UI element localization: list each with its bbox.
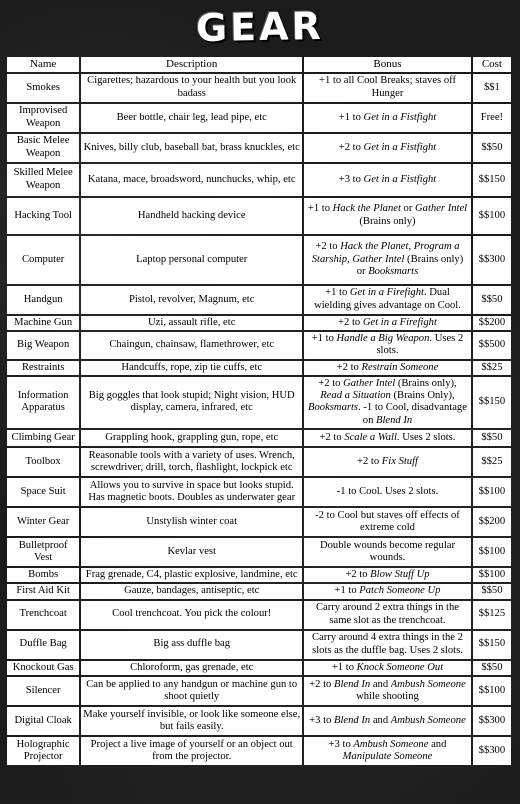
cost-cell: $$100 [473, 198, 511, 234]
cost-cell: $$300 [473, 737, 511, 765]
table-row [7, 361, 511, 375]
description-cell: Cool trenchcoat. You pick the colour! [81, 601, 302, 629]
name-cell: Improvised Weapon [7, 104, 79, 132]
table-row [7, 286, 511, 314]
cost-cell: $$100 [473, 538, 511, 566]
table-row [7, 377, 511, 428]
table-row [7, 508, 511, 536]
description-cell: Grappling hook, grappling gun, rope, etc [81, 430, 302, 446]
name-cell: Trenchcoat [7, 601, 79, 629]
bonus-cell: +1 to Get in a Firefight. Dual wielding gives advantage on Cool. [304, 286, 471, 314]
description-cell: Knives, billy club, baseball bat, brass knuckles, etc [81, 134, 302, 162]
cost-cell: $$50 [473, 430, 511, 446]
bonus-cell: +1 to Patch Someone Up [304, 584, 471, 598]
table-row [7, 316, 511, 330]
bonus-cell: +2 to Fix Stuff [304, 448, 471, 476]
header-row [7, 57, 511, 72]
cost-cell: $$125 [473, 601, 511, 629]
bonus-cell: +1 to Hack the Planet or Gather Intel (Brains only) [304, 198, 471, 234]
table-row [7, 448, 511, 476]
cost-cell: $$300 [473, 707, 511, 735]
description-cell: Gauze, bandages, antiseptic, etc [81, 584, 302, 598]
cost-cell: $$25 [473, 448, 511, 476]
table-row [7, 737, 511, 765]
bonus-cell: Double wounds become regular wounds. [304, 538, 471, 566]
cost-cell: $$200 [473, 508, 511, 536]
cost-cell: $$150 [473, 631, 511, 659]
table-row [7, 707, 511, 735]
cost-cell: $$50 [473, 286, 511, 314]
table-row [7, 198, 511, 234]
description-cell: Laptop personal computer [81, 236, 302, 284]
description-cell: Kevlar vest [81, 538, 302, 566]
bonus-cell: +3 to Blend In and Ambush Someone [304, 707, 471, 735]
bonus-cell: +3 to Ambush Someone and Manipulate Someone [304, 737, 471, 765]
gear-table-body [7, 74, 511, 765]
table-row [7, 478, 511, 506]
description-cell: Cigarettes; hazardous to your health but you look badass [81, 74, 302, 102]
name-cell: Restraints [7, 361, 79, 375]
bonus-cell: +2 to Gather Intel (Brains only), Read a Situation (Brains Only), Booksmarts. -1 to Cool, disadvantage on Blend In [304, 377, 471, 428]
cost-cell: $$100 [473, 677, 511, 705]
name-cell: Information Apparatus [7, 377, 79, 428]
description-cell: Handcuffs, rope, zip tie cuffs, etc [81, 361, 302, 375]
bonus-cell: +1 to Handle a Big Weapon. Uses 2 slots. [304, 332, 471, 359]
bonus-cell: +2 to Restrain Someone [304, 361, 471, 375]
table-row [7, 677, 511, 705]
table-row [7, 236, 511, 284]
description-cell: Pistol, revolver, Magnum, etc [81, 286, 302, 314]
description-cell: Big goggles that look stupid; Night vision, HUD display, camera, infrared, etc [81, 377, 302, 428]
description-cell: Beer bottle, chair leg, lead pipe, etc [81, 104, 302, 132]
name-cell: Machine Gun [7, 316, 79, 330]
cost-cell: $$500 [473, 332, 511, 359]
bonus-cell: +2 to Get in a Fistfight [304, 134, 471, 162]
name-cell: Bulletproof Vest [7, 538, 79, 566]
cost-cell: $$50 [473, 134, 511, 162]
name-cell: Winter Gear [7, 508, 79, 536]
bonus-cell: +2 to Blend In and Ambush Someone while shooting [304, 677, 471, 705]
description-cell: Big ass duffle bag [81, 631, 302, 659]
table-row [7, 104, 511, 132]
name-cell: Space Suit [7, 478, 79, 506]
description-cell: Unstylish winter coat [81, 508, 302, 536]
name-cell: Handgun [7, 286, 79, 314]
table-row [7, 661, 511, 675]
bonus-cell: Carry around 2 extra things in the same slot as the trenchcoat. [304, 601, 471, 629]
table-row [7, 74, 511, 102]
cost-cell: $$150 [473, 164, 511, 196]
cost-cell: $$100 [473, 568, 511, 582]
cost-cell: Free! [473, 104, 511, 132]
name-cell: Basic Melee Weapon [7, 134, 79, 162]
bonus-cell: +1 to Get in a Fistfight [304, 104, 471, 132]
name-cell: Big Weapon [7, 332, 79, 359]
table-row [7, 430, 511, 446]
name-cell: Bombs [7, 568, 79, 582]
bonus-cell: Carry around 4 extra things in the 2 slots as the duffle bag. Uses 2 slots. [304, 631, 471, 659]
description-cell: Project a live image of yourself or an object out from the projector. [81, 737, 302, 765]
name-cell: Toolbox [7, 448, 79, 476]
name-cell: Smokes [7, 74, 79, 102]
page-title [0, 2, 520, 52]
name-cell: First Aid Kit [7, 584, 79, 598]
table-row [7, 601, 511, 629]
description-cell: Handheld hacking device [81, 198, 302, 234]
bonus-cell: +3 to Get in a Fistfight [304, 164, 471, 196]
cost-cell: $$25 [473, 361, 511, 375]
bonus-cell: +2 to Scale a Wall. Uses 2 slots. [304, 430, 471, 446]
description-cell: Chaingun, chainsaw, flamethrower, etc [81, 332, 302, 359]
description-cell: Can be applied to any handgun or machine gun to shoot quietly [81, 677, 302, 705]
cost-cell: $$100 [473, 478, 511, 506]
cost-cell: $$300 [473, 236, 511, 284]
table-row [7, 538, 511, 566]
name-cell: Duffle Bag [7, 631, 79, 659]
name-cell: Digital Cloak [7, 707, 79, 735]
header-name: Name [7, 57, 79, 72]
table-row [7, 134, 511, 162]
name-cell: Hacking Tool [7, 198, 79, 234]
bonus-cell: +1 to Knock Someone Out [304, 661, 471, 675]
header-bonus: Bonus [304, 57, 471, 72]
bonus-cell: +2 to Hack the Planet, Program a Starship, Gather Intel (Brains only) or Booksmarts [304, 236, 471, 284]
table-row [7, 164, 511, 196]
title-text: GEAR [195, 3, 325, 51]
name-cell: Holographic Projector [7, 737, 79, 765]
cost-cell: $$50 [473, 661, 511, 675]
table-row [7, 568, 511, 582]
bonus-cell: -2 to Cool but staves off effects of extreme cold [304, 508, 471, 536]
bonus-cell: +2 to Blow Stuff Up [304, 568, 471, 582]
bonus-cell: +1 to all Cool Breaks; staves off Hunger [304, 74, 471, 102]
description-cell: Frag grenade, C4, plastic explosive, landmine, etc [81, 568, 302, 582]
cost-cell: $$150 [473, 377, 511, 428]
name-cell: Silencer [7, 677, 79, 705]
table-row [7, 584, 511, 598]
table-row [7, 631, 511, 659]
description-cell: Make yourself invisible, or look like someone else, but fails easily. [81, 707, 302, 735]
name-cell: Skilled Melee Weapon [7, 164, 79, 196]
header-cost: Cost [473, 57, 511, 72]
bonus-cell: -1 to Cool. Uses 2 slots. [304, 478, 471, 506]
bonus-cell: +2 to Get in a Firefight [304, 316, 471, 330]
cost-cell: $$200 [473, 316, 511, 330]
name-cell: Computer [7, 236, 79, 284]
description-cell: Katana, mace, broadsword, nunchucks, whip, etc [81, 164, 302, 196]
description-cell: Uzi, assault rifle, etc [81, 316, 302, 330]
description-cell: Chloroform, gas grenade, etc [81, 661, 302, 675]
cost-cell: $$1 [473, 74, 511, 102]
header-description: Description [81, 57, 302, 72]
name-cell: Knockout Gas [7, 661, 79, 675]
name-cell: Climbing Gear [7, 430, 79, 446]
gear-table [5, 55, 513, 767]
description-cell: Reasonable tools with a variety of uses. Wrench, screwdriver, drill, torch, flashlight, lockpick etc [81, 448, 302, 476]
table-row [7, 332, 511, 359]
cost-cell: $$50 [473, 584, 511, 598]
description-cell: Allows you to survive in space but looks stupid. Has magnetic boots. Doubles as underwater gear [81, 478, 302, 506]
